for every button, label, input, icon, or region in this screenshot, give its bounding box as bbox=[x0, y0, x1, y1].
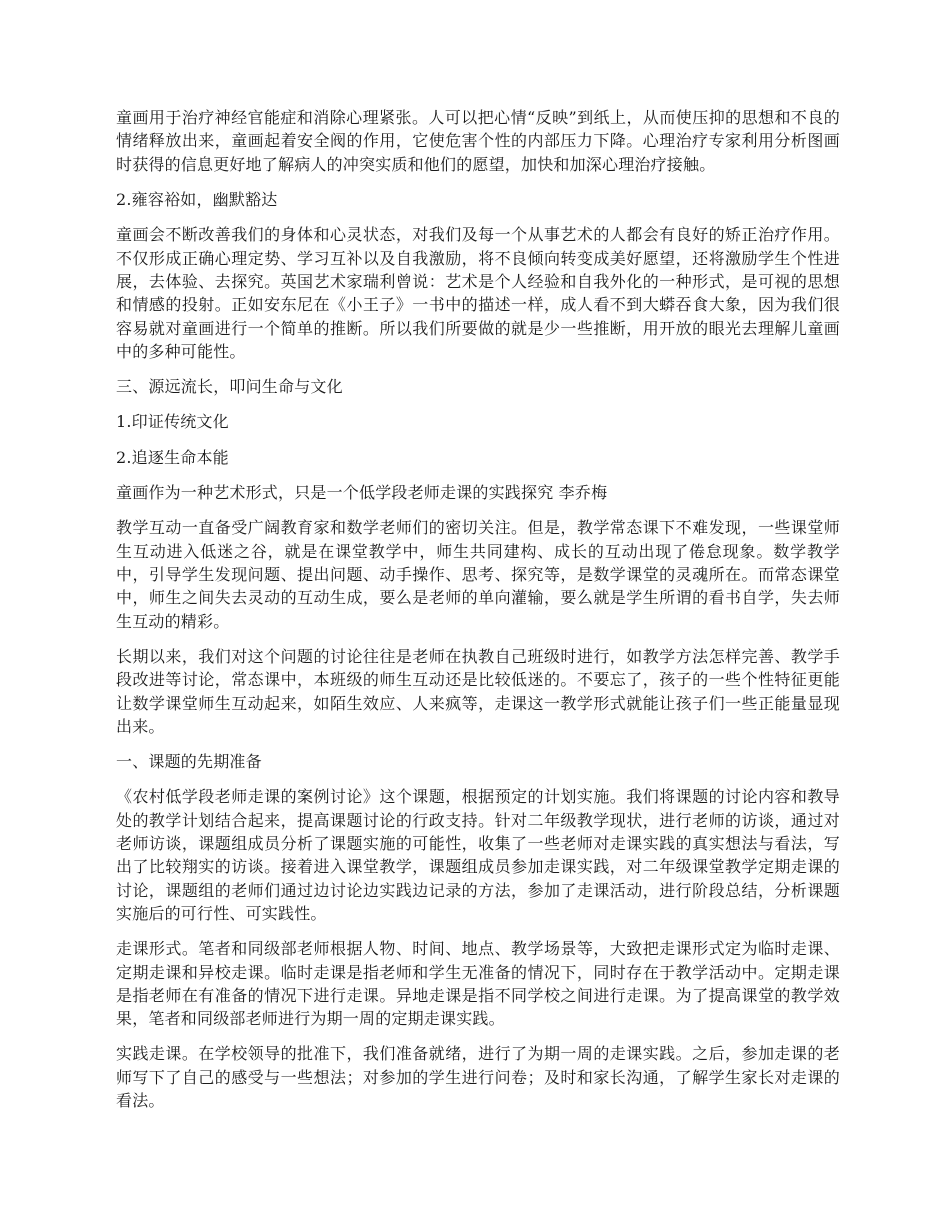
subheading-2: 2.雍容裕如，幽默豁达 bbox=[116, 189, 278, 209]
paragraph-art-therapy: 童画用于治疗神经官能症和消除心理紧张。人可以把心情“反映”到纸上，从而使压抑的思想和不良的情绪释放出来，童画起着安全阀的作用，它使危害个性的内部压力下降。心理治疗专家利用分析图画时获得的信息更好地了解病人的冲突实质和他们的愿望，加快和加深心理治疗接触。 bbox=[116, 108, 840, 174]
section-heading-3: 三、源远流长，叩问生命与文化 bbox=[116, 377, 343, 397]
paragraph-walk-form: 走课形式。笔者和同级部老师根据人物、时间、地点、教学场景等，大致把走课形式定为临时走课、定期走课和异校走课。临时走课是指老师和学生无准备的情况下，同时存在于教学活动中。定期走课是指老师在有准备的情况下进行走课。异地走课是指不同学校之间进行走课。为了提高课堂的教学效果，笔者和同级部老师进行为期一周的定期走课实践。 bbox=[116, 939, 840, 1029]
subheading-3-2: 2.追逐生命本能 bbox=[116, 447, 229, 467]
subheading-3-1: 1.印证传统文化 bbox=[116, 412, 229, 432]
paragraph-teaching-interaction: 教学互动一直备受广阔教育家和数学老师们的密切关注。但是，教学常态课下不难发现，一些课堂师生互动进入低迷之谷，就是在课堂教学中，师生共同建构、成长的互动出现了倦怠现象。数学教学中，引导学生发现问题、提出问题、动手操作、思考、探究等，是数学课堂的灵魂所在。而常态课堂中，师生之间失去灵动的互动生成，要么是老师的单向灌输，要么就是学生所谓的看书自学，失去师生互动的精彩。 bbox=[116, 518, 840, 631]
document-body bbox=[116, 106, 840, 1124]
paragraph-topic-plan: 《农村低学段老师走课的案例讨论》这个课题，根据预定的计划实施。我们将课题的讨论内容和教导处的教学计划结合起来，提高课题讨论的行政支持。针对二年级教学现状，进行老师的访谈，通过对老师访谈，课题组成员分析了课题实施的可能性，收集了一些老师对走课实践的真实想法与看法，写出了比较翔实的访谈。接着进入课堂教学，课题组成员参加走课实践，对二年级课堂教学定期走课的讨论，课题组的老师们通过边讨论边实践边记录的方法，参加了走课活动，进行阶段总结，分析课题实施后的可行性、可实践性。 bbox=[116, 787, 840, 924]
paragraph-title-author: 童画作为一种艺术形式，只是一个低学段老师走课的实践探究 李乔梅 bbox=[116, 483, 608, 503]
paragraph-practice: 实践走课。在学校领导的批准下，我们准备就绪，进行了为期一周的走课实践。之后，参加走课的老师写下了自己的感受与一些想法；对参加的学生进行问卷；及时和家长沟通，了解学生家长对走课的看法。 bbox=[116, 1044, 840, 1111]
section-heading-1: 一、课题的先期准备 bbox=[116, 751, 262, 771]
paragraph-children-drawing: 童画会不断改善我们的身体和心灵状态，对我们及每一个从事艺术的人都会有良好的矫正治疗作用。不仅形成正确心理定势、学习互补以及自我激励，将不良倾向转变成美好愿望，还将激励学生个性进展，去体验、去探究。英国艺术家瑞利曾说：艺术是个人经验和自我外化的一种形式，是可视的思想和情感的投射。正如安东尼在《小王子》一书中的描述一样，成人看不到大蟒吞食大象，因为我们很容易就对童画进行一个简单的推断。所以我们所要做的就是少一些推断，用开放的眼光去理解儿童画中的多种可能性。 bbox=[116, 225, 840, 362]
paragraph-long-term: 长期以来，我们对这个问题的讨论往往是老师在执教自己班级时进行，如教学方法怎样完善、教学手段改进等讨论，常态课中，本班级的师生互动还是比较低迷的。不要忘了，孩子的一些个性特征更能让数学课堂师生互动起来，如陌生效应、人来疯等，走课这一教学形式就能让孩子们一些正能量显现出来。 bbox=[116, 646, 840, 736]
